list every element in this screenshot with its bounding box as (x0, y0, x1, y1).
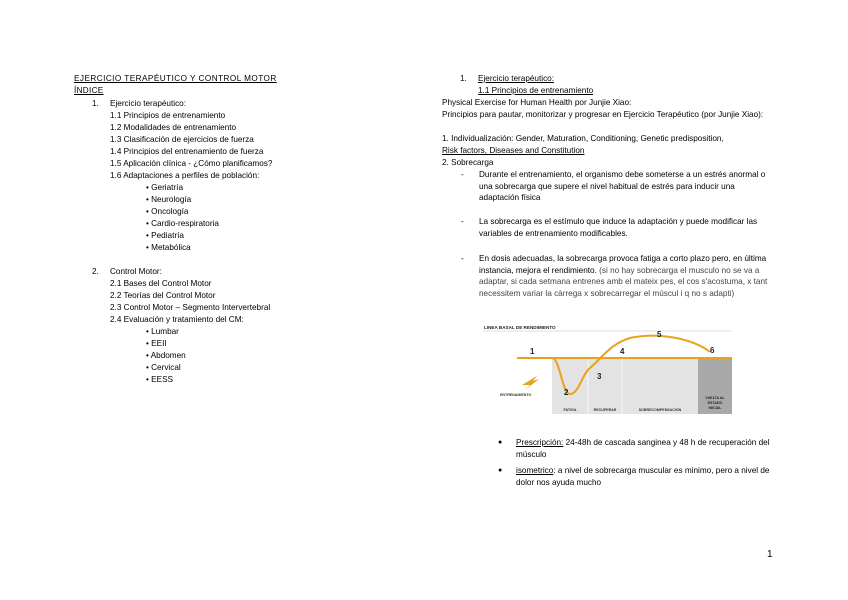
index-subitem: • Lumbar (146, 327, 179, 336)
prescription-label: Prescripción: (516, 438, 564, 447)
overload-bullet-3-note: (si no hay sobrecarga el musculo no se va a adaptar, si cada setmana entrenes amb el mateix pes, el cos s'acostuma, x tant necessitem variar la càrrega x sobrecarregar el múscul i q no s adapti) (479, 265, 768, 298)
section-subheading: 1.1 Principios de entrenamiento (478, 86, 594, 95)
index-item: 1.5 Aplicación clínica - ¿Cómo planificamos? (110, 159, 273, 168)
index-item: 1.3 Clasificación de ejercicios de fuerza (110, 135, 254, 144)
diagram-point: 1 (530, 347, 535, 356)
phase-label: FATIGA (563, 408, 577, 412)
dash-marker: - (461, 217, 464, 226)
phase-background (552, 358, 698, 414)
intro-paragraph: Principios para pautar, monitorizar y progresar en Ejercicio Terapéutico (por Junjie Xiao): (442, 110, 764, 119)
source-line: Physical Exercise for Human Health por Junjie Xiao: (442, 98, 632, 107)
overload-bullet-3-main: En dosis adecuadas, la sobrecarga provoca fatiga a corto plazo pero, en última instancia, mejora el rendimiento. (479, 254, 767, 275)
index-item: 1.4 Principios del entrenamiento de fuerza (110, 147, 264, 156)
principle-2: 2. Sobrecarga (442, 158, 494, 167)
principle-1-line-1: 1. Individualización: Gender, Maturation, Conditioning, Genetic predisposition, (442, 134, 724, 143)
section-number: 1. (460, 74, 467, 83)
index-section-2-number: 2. (92, 267, 99, 276)
index-item: 2.4 Evaluación y tratamiento del CM: (110, 315, 244, 324)
index-subitem: • EEII (146, 339, 167, 348)
bullet-dot: ● (498, 439, 503, 446)
index-section-2-title: Control Motor: (110, 267, 162, 276)
bullet-dot: ● (498, 467, 503, 474)
index-subitem: • Cervical (146, 363, 181, 372)
diagram-point: 4 (620, 347, 625, 356)
isometric-bullet (516, 465, 776, 488)
index-subitem: • Neurología (146, 195, 192, 204)
index-item: 2.1 Bases del Control Motor (110, 279, 212, 288)
index-subitem: • Pediatría (146, 231, 184, 240)
overload-bullet-3 (479, 253, 779, 299)
index-subitem: • Oncología (146, 207, 189, 216)
overload-bullet-1: Durante el entrenamiento, el organismo debe someterse a un estrés anormal o una sobrecarga que supere el nivel habitual de estrés para inducir una adaptación física (479, 170, 766, 203)
index-item: 1.2 Modalidades de entrenamiento (110, 123, 237, 132)
index-subitem: • Abdomen (146, 351, 186, 360)
final-phase-label: ESTADO (707, 401, 723, 405)
final-phase-label: INICIAL (708, 406, 722, 410)
index-item: 2.2 Teorías del Control Motor (110, 291, 216, 300)
index-item: 2.3 Control Motor – Segmento Intervertebral (110, 303, 271, 312)
prescription-text: 24-48h de cascada sanginea y 48 h de recuperación del músculo (516, 438, 770, 459)
isometric-text: : a nivel de sobrecarga muscular es minimo, pero a nivel de dolor nos ayuda mucho (516, 466, 770, 487)
index-heading: ÍNDICE (74, 86, 104, 95)
diagram-point: 6 (710, 346, 715, 355)
index-section-1-number: 1. (92, 99, 99, 108)
section-heading: Ejercicio terapéutico: (478, 74, 554, 83)
document-title: EJERCICIO TERAPÉUTICO Y CONTROL MOTOR (74, 74, 277, 83)
lightning-icon (522, 376, 539, 390)
final-phase-label: VUELTA AL (705, 396, 725, 400)
prescription-bullet (516, 437, 776, 460)
diagram-point: 2 (564, 388, 569, 397)
index-item: 1.1 Principios de entrenamiento (110, 111, 226, 120)
dash-marker: - (461, 170, 464, 179)
training-label: ENTRENAMIENTO (500, 393, 532, 397)
diagram-point: 5 (657, 330, 662, 339)
index-item: 1.6 Adaptaciones a perfiles de población: (110, 171, 260, 180)
page-number: 1 (767, 549, 773, 560)
supercompensation-diagram (482, 322, 732, 414)
diagram-title: LINEA BASAL DE RENDIMIENTO (484, 325, 556, 330)
index-subitem: • Cardio-respiratoria (146, 219, 219, 228)
isometric-label: isometrico (516, 466, 554, 475)
index-subitem: • EESS (146, 375, 173, 384)
principle-1-line-2: Risk factors, Diseases and Constitution (442, 146, 585, 155)
index-subitem: • Metabólica (146, 243, 191, 252)
dash-marker: - (461, 254, 464, 263)
diagram-point: 3 (597, 372, 602, 381)
phase-label: RECUPERAR (593, 408, 617, 412)
phase-label: SOBRECOMPENSACIÓN (638, 408, 682, 412)
index-subitem: • Geriatría (146, 183, 183, 192)
index-section-1-title: Ejercicio terapéutico: (110, 99, 186, 108)
overload-bullet-2: La sobrecarga es el estímulo que induce la adaptación y puede modificar las variables de entrenamiento modificables. (479, 217, 758, 238)
